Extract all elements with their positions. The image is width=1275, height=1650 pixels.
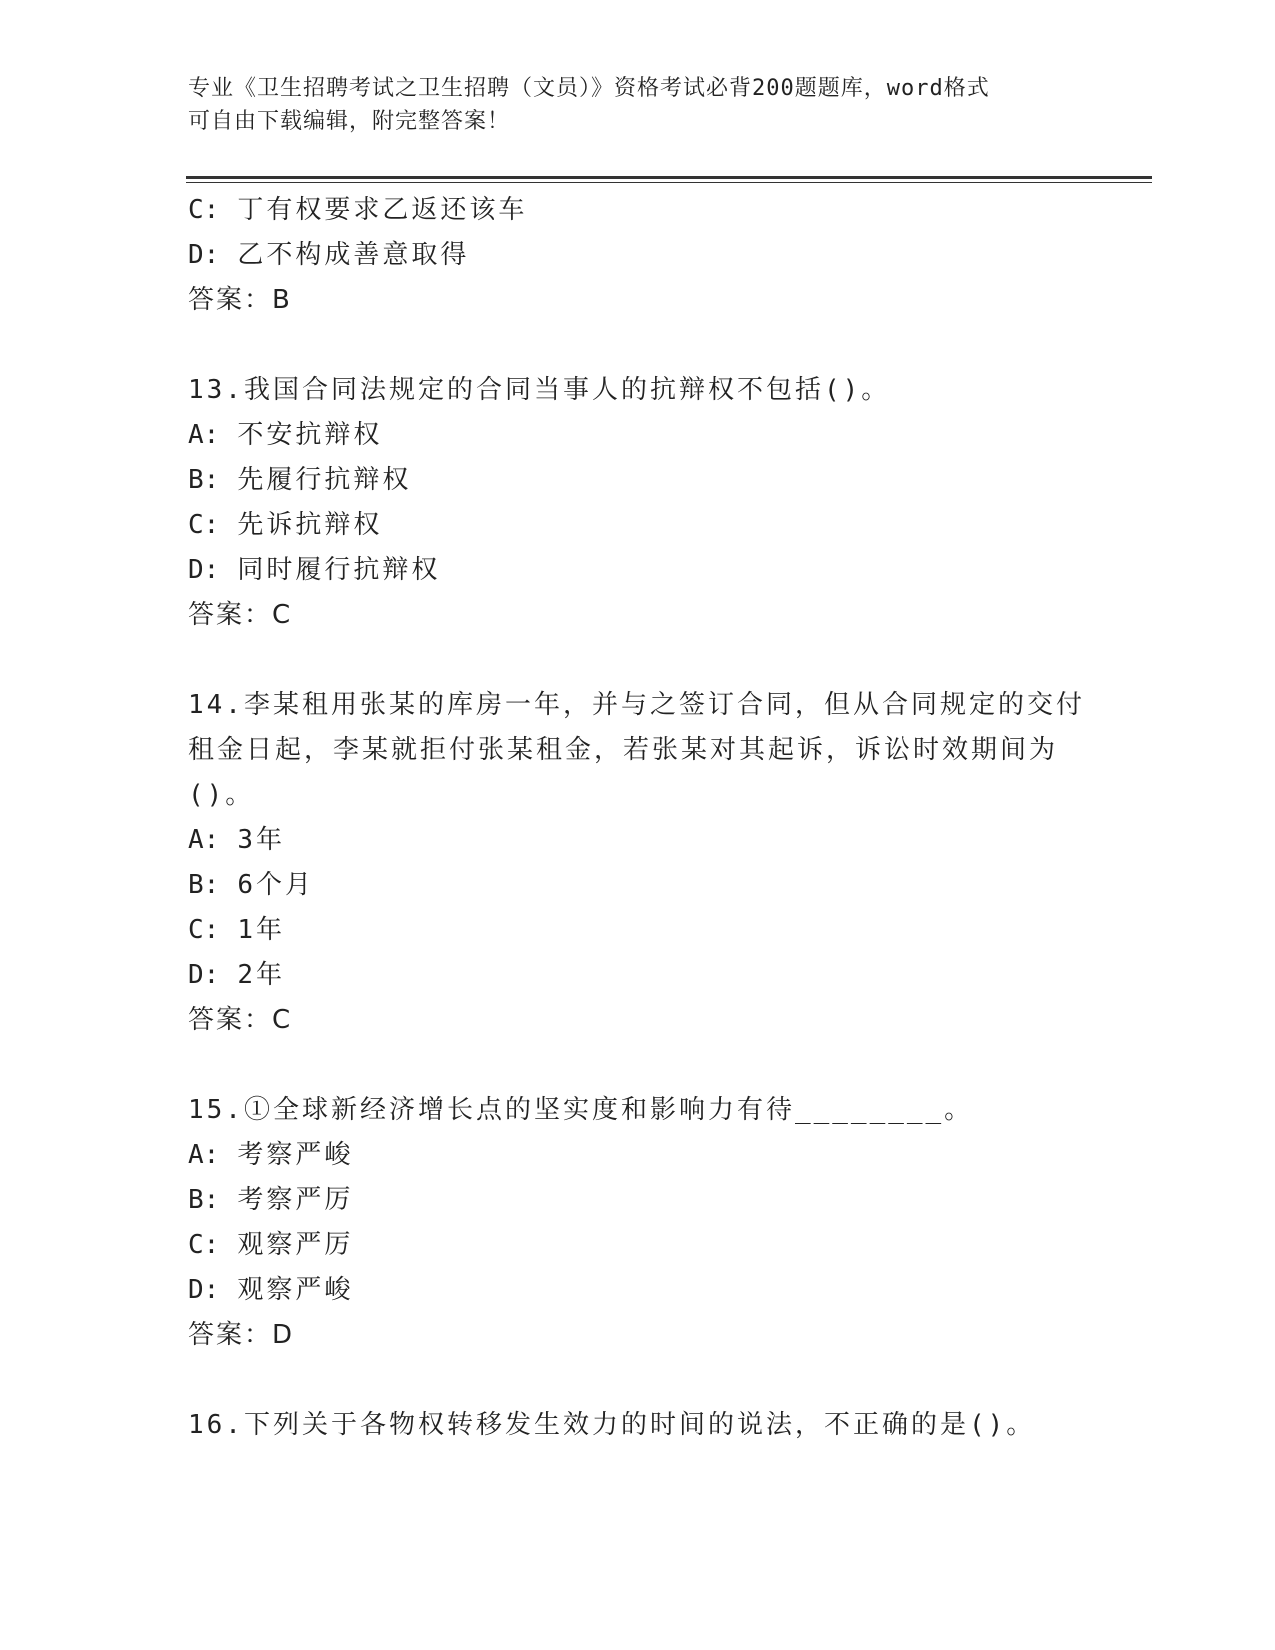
question-12-tail [188, 188, 1088, 323]
document-body [188, 188, 1088, 1448]
option-c: C: 丁有权要求乙返还该车 [188, 195, 528, 225]
answer: 答案：C [188, 1005, 293, 1035]
option-a: A: 3年 [188, 825, 285, 855]
question-text-line-3: ()。 [188, 780, 255, 810]
option-d: D: 乙不构成善意取得 [188, 240, 470, 270]
option-b: B: 考察严厉 [188, 1185, 354, 1215]
answer: 答案：C [188, 600, 293, 630]
question-text-line-1: 14.李某租用张某的库房一年，并与之签订合同，但从合同规定的交付 [188, 690, 1085, 720]
question-text: 16.下列关于各物权转移发生效力的时间的说法，不正确的是()。 [188, 1410, 1036, 1440]
option-b: B: 6个月 [188, 870, 314, 900]
option-c: C: 先诉抗辩权 [188, 510, 383, 540]
question-16 [188, 1403, 1088, 1448]
option-a: A: 考察严峻 [188, 1140, 354, 1170]
option-d: D: 同时履行抗辩权 [188, 555, 441, 585]
option-c: C: 观察严厉 [188, 1230, 354, 1260]
answer: 答案：D [188, 1320, 295, 1350]
question-13 [188, 368, 1088, 638]
header-rule-thin [186, 182, 1152, 183]
header-line-2: 可自由下载编辑，附完整答案！ [188, 109, 511, 134]
header-line-1: 专业《卫生招聘考试之卫生招聘（文员）》资格考试必背200题题库，word格式 [188, 76, 990, 101]
option-c: C: 1年 [188, 915, 285, 945]
option-d: D: 2年 [188, 960, 285, 990]
question-text: 15.①全球新经济增长点的坚实度和影响力有待________。 [188, 1095, 974, 1125]
header-rule-thick [186, 176, 1152, 179]
option-b: B: 先履行抗辩权 [188, 465, 412, 495]
question-text-line-2: 租金日起，李某就拒付张某租金，若张某对其起诉，诉讼时效期间为 [188, 735, 1059, 765]
question-text: 13.我国合同法规定的合同当事人的抗辩权不包括()。 [188, 375, 891, 405]
answer: 答案：B [188, 285, 292, 315]
option-d: D: 观察严峻 [188, 1275, 354, 1305]
question-14 [188, 683, 1088, 1043]
document-header [188, 72, 1068, 138]
question-15 [188, 1088, 1088, 1358]
option-a: A: 不安抗辩权 [188, 420, 383, 450]
